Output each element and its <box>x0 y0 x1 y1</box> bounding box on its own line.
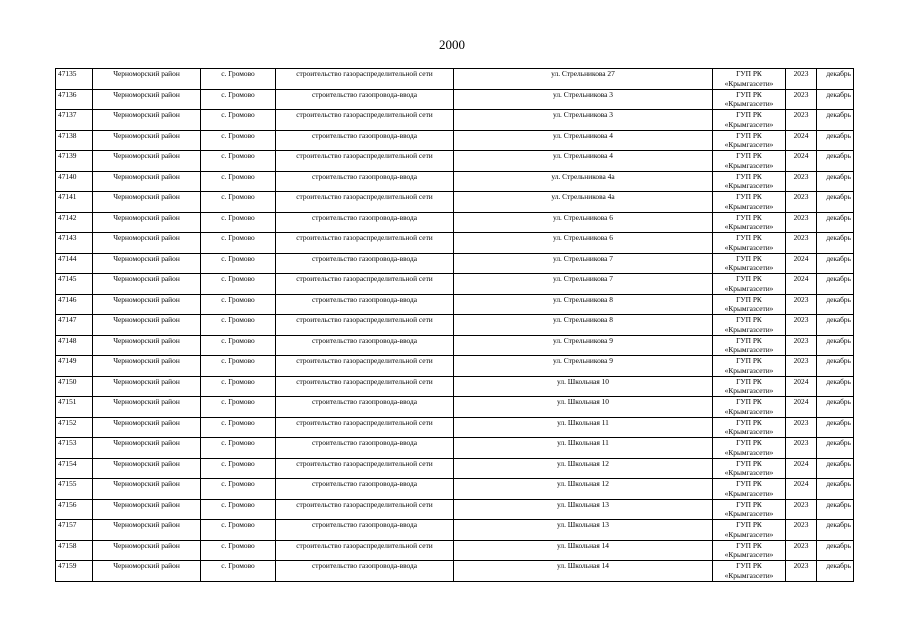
village-cell: с. Громово <box>201 110 276 131</box>
organization-line-2: «Крымгазсети» <box>724 365 774 375</box>
village-cell: с. Громово <box>201 233 276 254</box>
address-cell: ул. Школьная 14 <box>454 540 713 561</box>
address-cell: ул. Школьная 12 <box>454 458 713 479</box>
row-number-cell: 47157 <box>56 520 93 541</box>
year-cell: 2023 <box>786 499 817 520</box>
village-cell: с. Громово <box>201 376 276 397</box>
work-type-cell: строительство газопровода-ввода <box>276 253 454 274</box>
address-cell: ул. Стрельникова 9 <box>454 335 713 356</box>
organization-cell <box>713 130 786 151</box>
work-type-cell: строительство газораспределительной сети <box>276 376 454 397</box>
table-row <box>56 212 854 233</box>
village-cell: с. Громово <box>201 130 276 151</box>
month-cell: декабрь <box>817 417 854 438</box>
row-number-cell: 47138 <box>56 130 93 151</box>
district-cell: Черноморский район <box>93 540 201 561</box>
month-cell: декабрь <box>817 253 854 274</box>
table-row <box>56 335 854 356</box>
organization-line-1: ГУП РК <box>736 192 762 201</box>
organization-cell <box>713 294 786 315</box>
organization-line-2: «Крымгазсети» <box>724 406 774 416</box>
organization-line-2: «Крымгазсети» <box>724 201 774 211</box>
row-number-cell: 47148 <box>56 335 93 356</box>
table-row <box>56 253 854 274</box>
village-cell: с. Громово <box>201 499 276 520</box>
work-type-cell: строительство газораспределительной сети <box>276 274 454 295</box>
organization-cell <box>713 69 786 90</box>
table-row <box>56 561 854 582</box>
address-cell: ул. Школьная 11 <box>454 417 713 438</box>
address-cell: ул. Школьная 10 <box>454 397 713 418</box>
organization-cell <box>713 561 786 582</box>
work-type-cell: строительство газопровода-ввода <box>276 561 454 582</box>
table-row <box>56 315 854 336</box>
organization-line-2: «Крымгазсети» <box>724 222 774 231</box>
month-cell: декабрь <box>817 69 854 90</box>
address-cell: ул. Стрельникова 3 <box>454 89 713 110</box>
organization-line-2: «Крымгазсети» <box>724 488 774 498</box>
organization-cell <box>713 458 786 479</box>
organization-cell <box>713 520 786 541</box>
address-cell: ул. Стрельникова 6 <box>454 233 713 254</box>
district-cell: Черноморский район <box>93 151 201 172</box>
table-row <box>56 192 854 213</box>
district-cell: Черноморский район <box>93 520 201 541</box>
table-row <box>56 438 854 459</box>
table-row <box>56 89 854 110</box>
organization-line-2: «Крымгазсети» <box>724 78 774 88</box>
year-cell: 2023 <box>786 356 817 377</box>
month-cell: декабрь <box>817 212 854 233</box>
organization-line-1: ГУП РК <box>736 479 762 488</box>
organization-line-1: ГУП РК <box>736 171 762 181</box>
work-type-cell: строительство газораспределительной сети <box>276 458 454 479</box>
work-type-cell: строительство газораспределительной сети <box>276 192 454 213</box>
organization-line-1: ГУП РК <box>736 151 762 160</box>
organization-cell <box>713 110 786 131</box>
district-cell: Черноморский район <box>93 397 201 418</box>
address-cell: ул. Школьная 13 <box>454 520 713 541</box>
table-row <box>56 499 854 520</box>
organization-line-1: ГУП РК <box>736 253 762 263</box>
row-number-cell: 47145 <box>56 274 93 295</box>
work-type-cell: строительство газораспределительной сети <box>276 499 454 520</box>
district-cell: Черноморский район <box>93 171 201 192</box>
month-cell: декабрь <box>817 130 854 151</box>
work-type-cell: строительство газопровода-ввода <box>276 171 454 192</box>
organization-cell <box>713 356 786 377</box>
organization-line-2: «Крымгазсети» <box>724 304 774 313</box>
organization-cell <box>713 274 786 295</box>
organization-line-2: «Крымгазсети» <box>724 529 774 539</box>
organization-line-2: «Крымгазсети» <box>724 140 774 149</box>
organization-cell <box>713 151 786 172</box>
address-cell: ул. Стрельникова 4 <box>454 151 713 172</box>
year-cell: 2024 <box>786 274 817 295</box>
district-cell: Черноморский район <box>93 458 201 479</box>
organization-line-1: ГУП РК <box>736 233 762 242</box>
table-row <box>56 171 854 192</box>
village-cell: с. Громово <box>201 171 276 192</box>
month-cell: декабрь <box>817 561 854 582</box>
district-cell: Черноморский район <box>93 438 201 459</box>
year-cell: 2024 <box>786 253 817 274</box>
village-cell: с. Громово <box>201 294 276 315</box>
year-cell: 2023 <box>786 69 817 90</box>
year-cell: 2023 <box>786 335 817 356</box>
table-row <box>56 294 854 315</box>
month-cell: декабрь <box>817 499 854 520</box>
work-type-cell: строительство газопровода-ввода <box>276 212 454 233</box>
village-cell: с. Громово <box>201 274 276 295</box>
organization-cell <box>713 171 786 192</box>
address-cell: ул. Стрельникова 7 <box>454 274 713 295</box>
organization-cell <box>713 335 786 356</box>
village-cell: с. Громово <box>201 479 276 500</box>
month-cell: декабрь <box>817 438 854 459</box>
village-cell: с. Громово <box>201 417 276 438</box>
page-number: 2000 <box>439 37 465 52</box>
row-number-cell: 47159 <box>56 561 93 582</box>
month-cell: декабрь <box>817 274 854 295</box>
month-cell: декабрь <box>817 520 854 541</box>
table-row <box>56 520 854 541</box>
organization-cell <box>713 499 786 520</box>
month-cell: декабрь <box>817 110 854 131</box>
month-cell: декабрь <box>817 151 854 172</box>
year-cell: 2023 <box>786 212 817 233</box>
table-row <box>56 110 854 131</box>
organization-line-1: ГУП РК <box>736 315 762 324</box>
village-cell: с. Громово <box>201 192 276 213</box>
organization-line-2: «Крымгазсети» <box>724 468 774 477</box>
work-type-cell: строительство газораспределительной сети <box>276 540 454 561</box>
work-type-cell: строительство газопровода-ввода <box>276 479 454 500</box>
year-cell: 2023 <box>786 110 817 131</box>
row-number-cell: 47147 <box>56 315 93 336</box>
district-cell: Черноморский район <box>93 294 201 315</box>
organization-line-1: ГУП РК <box>736 130 762 140</box>
work-type-cell: строительство газораспределительной сети <box>276 417 454 438</box>
organization-cell <box>713 89 786 110</box>
organization-cell <box>713 540 786 561</box>
organization-line-2: «Крымгазсети» <box>724 324 774 334</box>
organization-line-2: «Крымгазсети» <box>724 181 774 190</box>
address-cell: ул. Стрельникова 4а <box>454 171 713 192</box>
address-cell: ул. Стрельникова 6 <box>454 212 713 233</box>
village-cell: с. Громово <box>201 458 276 479</box>
organization-line-2: «Крымгазсети» <box>724 509 774 518</box>
district-cell: Черноморский район <box>93 192 201 213</box>
organization-line-1: ГУП РК <box>736 438 762 447</box>
village-cell: с. Громово <box>201 438 276 459</box>
row-number-cell: 47153 <box>56 438 93 459</box>
village-cell: с. Громово <box>201 151 276 172</box>
organization-line-2: «Крымгазсети» <box>724 345 774 354</box>
table-row <box>56 479 854 500</box>
district-cell: Черноморский район <box>93 315 201 336</box>
organization-line-1: ГУП РК <box>736 458 762 468</box>
year-cell: 2023 <box>786 438 817 459</box>
month-cell: декабрь <box>817 89 854 110</box>
table-row <box>56 376 854 397</box>
row-number-cell: 47141 <box>56 192 93 213</box>
year-cell: 2024 <box>786 151 817 172</box>
year-cell: 2023 <box>786 294 817 315</box>
village-cell: с. Громово <box>201 356 276 377</box>
address-cell: ул. Стрельникова 4 <box>454 130 713 151</box>
village-cell: с. Громово <box>201 253 276 274</box>
row-number-cell: 47136 <box>56 89 93 110</box>
district-cell: Черноморский район <box>93 89 201 110</box>
year-cell: 2024 <box>786 130 817 151</box>
year-cell: 2023 <box>786 315 817 336</box>
village-cell: с. Громово <box>201 69 276 90</box>
table-row <box>56 417 854 438</box>
organization-line-1: ГУП РК <box>736 110 762 119</box>
district-cell: Черноморский район <box>93 253 201 274</box>
organization-line-1: ГУП РК <box>736 561 762 570</box>
organization-cell <box>713 417 786 438</box>
table-body <box>56 69 854 582</box>
district-cell: Черноморский район <box>93 130 201 151</box>
year-cell: 2024 <box>786 397 817 418</box>
village-cell: с. Громово <box>201 89 276 110</box>
month-cell: декабрь <box>817 192 854 213</box>
row-number-cell: 47146 <box>56 294 93 315</box>
organization-line-1: ГУП РК <box>736 335 762 345</box>
village-cell: с. Громово <box>201 540 276 561</box>
address-cell: ул. Стрельникова 8 <box>454 294 713 315</box>
organization-cell <box>713 397 786 418</box>
month-cell: декабрь <box>817 171 854 192</box>
village-cell: с. Громово <box>201 335 276 356</box>
row-number-cell: 47140 <box>56 171 93 192</box>
village-cell: с. Громово <box>201 520 276 541</box>
registry-table <box>55 68 854 582</box>
organization-line-1: ГУП РК <box>736 540 762 550</box>
work-type-cell: строительство газораспределительной сети <box>276 233 454 254</box>
district-cell: Черноморский район <box>93 479 201 500</box>
organization-cell <box>713 233 786 254</box>
organization-line-1: ГУП РК <box>736 274 762 283</box>
village-cell: с. Громово <box>201 397 276 418</box>
organization-line-1: ГУП РК <box>736 520 762 529</box>
work-type-cell: строительство газораспределительной сети <box>276 110 454 131</box>
year-cell: 2024 <box>786 458 817 479</box>
organization-line-2: «Крымгазсети» <box>724 242 774 252</box>
district-cell: Черноморский район <box>93 274 201 295</box>
year-cell: 2023 <box>786 561 817 582</box>
row-number-cell: 47154 <box>56 458 93 479</box>
work-type-cell: строительство газораспределительной сети <box>276 315 454 336</box>
organization-line-2: «Крымгазсети» <box>724 160 774 170</box>
year-cell: 2023 <box>786 233 817 254</box>
year-cell: 2023 <box>786 540 817 561</box>
address-cell: ул. Стрельникова 7 <box>454 253 713 274</box>
table-row <box>56 540 854 561</box>
month-cell: декабрь <box>817 315 854 336</box>
work-type-cell: строительство газопровода-ввода <box>276 89 454 110</box>
address-cell: ул. Школьная 12 <box>454 479 713 500</box>
organization-cell <box>713 479 786 500</box>
work-type-cell: строительство газопровода-ввода <box>276 294 454 315</box>
organization-line-1: ГУП РК <box>736 294 762 304</box>
village-cell: с. Громово <box>201 315 276 336</box>
organization-cell <box>713 438 786 459</box>
row-number-cell: 47139 <box>56 151 93 172</box>
organization-cell <box>713 253 786 274</box>
work-type-cell: строительство газопровода-ввода <box>276 130 454 151</box>
year-cell: 2023 <box>786 417 817 438</box>
organization-line-1: ГУП РК <box>736 397 762 406</box>
work-type-cell: строительство газопровода-ввода <box>276 520 454 541</box>
work-type-cell: строительство газопровода-ввода <box>276 397 454 418</box>
district-cell: Черноморский район <box>93 69 201 90</box>
year-cell: 2023 <box>786 192 817 213</box>
organization-line-1: ГУП РК <box>736 376 762 386</box>
organization-line-2: «Крымгазсети» <box>724 550 774 559</box>
month-cell: декабрь <box>817 335 854 356</box>
organization-line-2: «Крымгазсети» <box>724 570 774 580</box>
address-cell: ул. Школьная 10 <box>454 376 713 397</box>
work-type-cell: строительство газораспределительной сети <box>276 151 454 172</box>
month-cell: декабрь <box>817 376 854 397</box>
row-number-cell: 47151 <box>56 397 93 418</box>
organization-line-2: «Крымгазсети» <box>724 386 774 395</box>
address-cell: ул. Стрельникова 3 <box>454 110 713 131</box>
organization-line-1: ГУП РК <box>736 89 762 99</box>
month-cell: декабрь <box>817 479 854 500</box>
month-cell: декабрь <box>817 540 854 561</box>
district-cell: Черноморский район <box>93 110 201 131</box>
year-cell: 2023 <box>786 520 817 541</box>
organization-line-1: ГУП РК <box>736 356 762 365</box>
row-number-cell: 47149 <box>56 356 93 377</box>
district-cell: Черноморский район <box>93 561 201 582</box>
month-cell: декабрь <box>817 356 854 377</box>
row-number-cell: 47152 <box>56 417 93 438</box>
table-row <box>56 69 854 90</box>
table-row <box>56 130 854 151</box>
table-row <box>56 233 854 254</box>
district-cell: Черноморский район <box>93 233 201 254</box>
district-cell: Черноморский район <box>93 335 201 356</box>
table-row <box>56 397 854 418</box>
work-type-cell: строительство газопровода-ввода <box>276 335 454 356</box>
row-number-cell: 47135 <box>56 69 93 90</box>
organization-line-2: «Крымгазсети» <box>724 427 774 436</box>
table-row <box>56 274 854 295</box>
organization-cell <box>713 376 786 397</box>
organization-cell <box>713 315 786 336</box>
row-number-cell: 47158 <box>56 540 93 561</box>
district-cell: Черноморский район <box>93 212 201 233</box>
year-cell: 2023 <box>786 89 817 110</box>
organization-line-1: ГУП РК <box>736 69 762 78</box>
year-cell: 2023 <box>786 171 817 192</box>
address-cell: ул. Школьная 14 <box>454 561 713 582</box>
address-cell: ул. Стрельникова 4а <box>454 192 713 213</box>
work-type-cell: строительство газораспределительной сети <box>276 356 454 377</box>
organization-cell <box>713 192 786 213</box>
address-cell: ул. Стрельникова 8 <box>454 315 713 336</box>
year-cell: 2024 <box>786 479 817 500</box>
address-cell: ул. Стрельникова 9 <box>454 356 713 377</box>
organization-line-1: ГУП РК <box>736 417 762 427</box>
address-cell: ул. Стрельникова 27 <box>454 69 713 90</box>
village-cell: с. Громово <box>201 561 276 582</box>
row-number-cell: 47137 <box>56 110 93 131</box>
district-cell: Черноморский район <box>93 499 201 520</box>
address-cell: ул. Школьная 13 <box>454 499 713 520</box>
row-number-cell: 47156 <box>56 499 93 520</box>
organization-line-2: «Крымгазсети» <box>724 263 774 272</box>
district-cell: Черноморский район <box>93 356 201 377</box>
year-cell: 2024 <box>786 376 817 397</box>
table-row <box>56 458 854 479</box>
month-cell: декабрь <box>817 233 854 254</box>
row-number-cell: 47144 <box>56 253 93 274</box>
organization-line-2: «Крымгазсети» <box>724 283 774 293</box>
row-number-cell: 47142 <box>56 212 93 233</box>
work-type-cell: строительство газораспределительной сети <box>276 69 454 90</box>
organization-line-2: «Крымгазсети» <box>724 99 774 108</box>
table-row <box>56 151 854 172</box>
row-number-cell: 47143 <box>56 233 93 254</box>
address-cell: ул. Школьная 11 <box>454 438 713 459</box>
row-number-cell: 47155 <box>56 479 93 500</box>
organization-cell <box>713 212 786 233</box>
organization-line-1: ГУП РК <box>736 212 762 222</box>
organization-line-2: «Крымгазсети» <box>724 447 774 457</box>
row-number-cell: 47150 <box>56 376 93 397</box>
table-row <box>56 356 854 377</box>
organization-line-2: «Крымгазсети» <box>724 119 774 129</box>
month-cell: декабрь <box>817 458 854 479</box>
village-cell: с. Громово <box>201 212 276 233</box>
organization-line-1: ГУП РК <box>736 499 762 509</box>
month-cell: декабрь <box>817 397 854 418</box>
month-cell: декабрь <box>817 294 854 315</box>
district-cell: Черноморский район <box>93 376 201 397</box>
district-cell: Черноморский район <box>93 417 201 438</box>
work-type-cell: строительство газопровода-ввода <box>276 438 454 459</box>
